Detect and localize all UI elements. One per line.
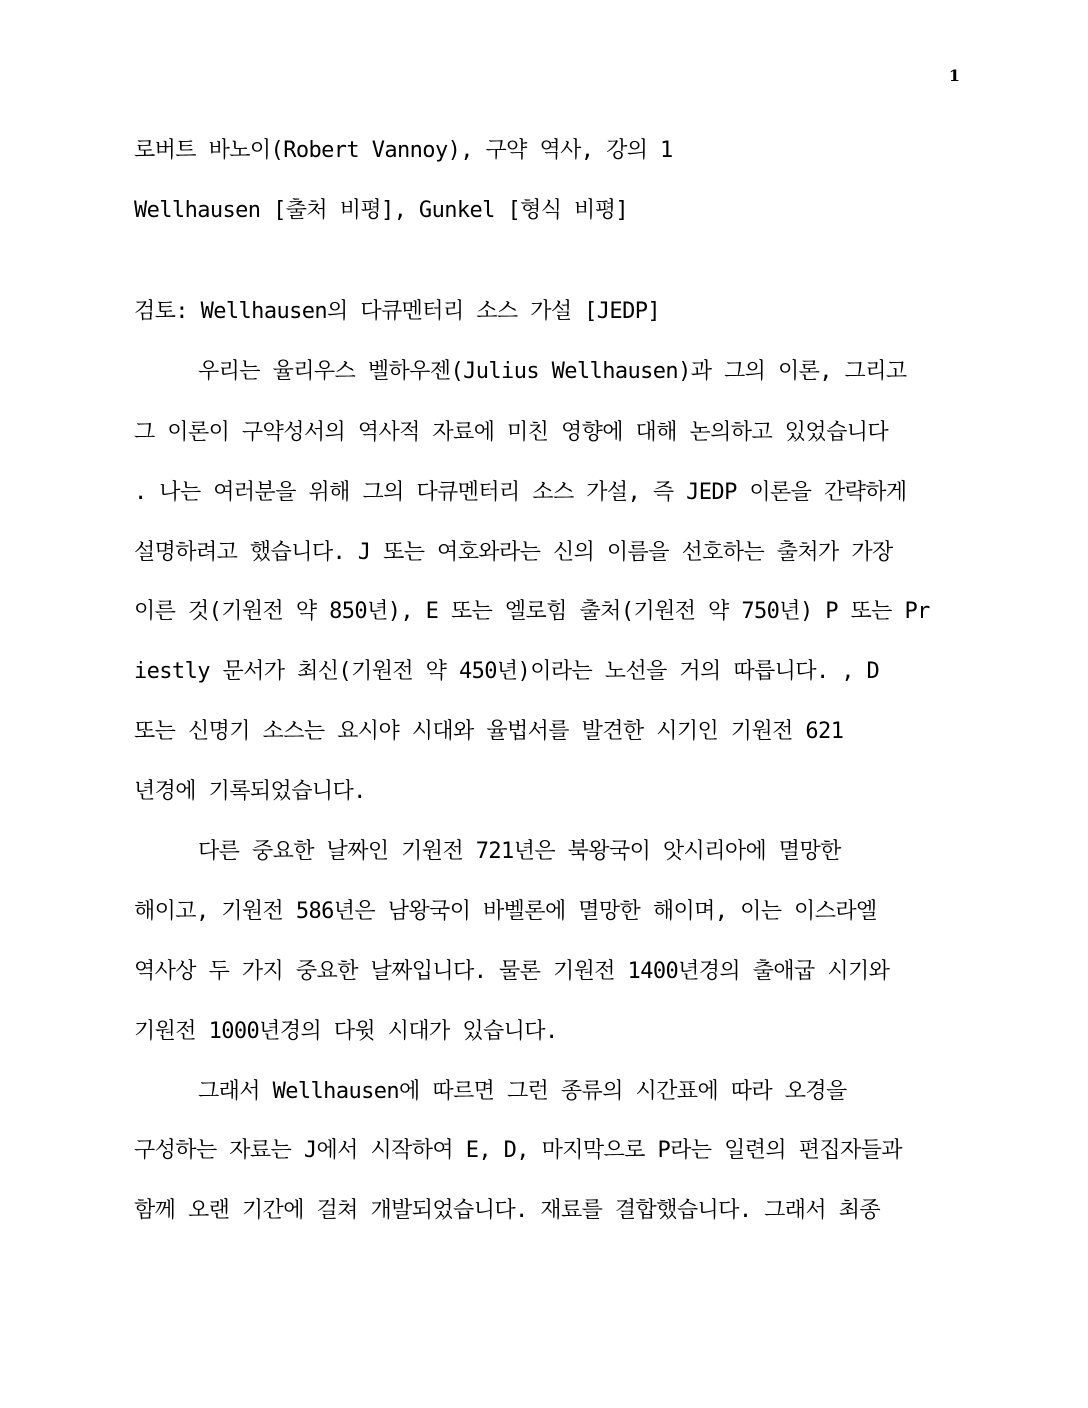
paragraph-1-line-8: 년경에 기록되었습니다. [134, 779, 366, 804]
paragraph-3-line-2: 구성하는 자료는 J에서 시작하여 E, D, 마지막으로 P라는 일련의 편집자들과 [134, 1138, 902, 1163]
paragraph-3-line-3: 함께 오랜 기간에 걸쳐 개발되었습니다. 재료를 결합했습니다. 그래서 최종 [134, 1198, 881, 1223]
paragraph-1-line-4: 설명하려고 했습니다. J 또는 여호와라는 신의 이름을 선호하는 출처가 가장 [134, 540, 893, 565]
lecture-subtitle: Wellhausen [출처 비평], Gunkel [형식 비평] [134, 198, 628, 223]
section-heading: 검토: Wellhausen의 다큐멘터리 소스 가설 [JEDP] [134, 299, 661, 324]
paragraph-1-line-1: 우리는 율리우스 벨하우젠(Julius Wellhausen)과 그의 이론, 그리고 [198, 359, 907, 384]
paragraph-2-line-3: 역사상 두 가지 중요한 날짜입니다. 물론 기원전 1400년경의 출애굽 시기와 [134, 959, 890, 984]
paragraph-1-line-7: 또는 신명기 소스는 요시야 시대와 율법서를 발견한 시기인 기원전 621 [134, 719, 844, 744]
paragraph-3-line-1: 그래서 Wellhausen에 따르면 그런 종류의 시간표에 따라 오경을 [198, 1079, 847, 1104]
paragraph-2-line-2: 해이고, 기원전 586년은 남왕국이 바벨론에 멸망한 해이며, 이는 이스라엘 [134, 899, 877, 924]
paragraph-1-line-3: . 나는 여러분을 위해 그의 다큐멘터리 소스 가설, 즉 JEDP 이론을 간략하게 [134, 480, 907, 505]
lecture-title: 로버트 바노이(Robert Vannoy), 구약 역사, 강의 1 [134, 138, 673, 163]
paragraph-1-line-2: 그 이론이 구약성서의 역사적 자료에 미친 영향에 대해 논의하고 있었습니다 [134, 420, 889, 445]
paragraph-2-line-1: 다른 중요한 날짜인 기원전 721년은 북왕국이 앗시리아에 멸망한 [198, 839, 841, 864]
paragraph-2-line-4: 기원전 1000년경의 다윗 시대가 있습니다. [134, 1019, 558, 1044]
paragraph-1-line-6: iestly 문서가 최신(기원전 약 450년)이라는 노선을 거의 따릅니다. , D [134, 659, 880, 684]
paragraph-1-line-5: 이른 것(기원전 약 850년), E 또는 엘로힘 출처(기원전 약 750년) P 또는 Pr [134, 599, 930, 624]
page-number: 1 [948, 66, 960, 85]
